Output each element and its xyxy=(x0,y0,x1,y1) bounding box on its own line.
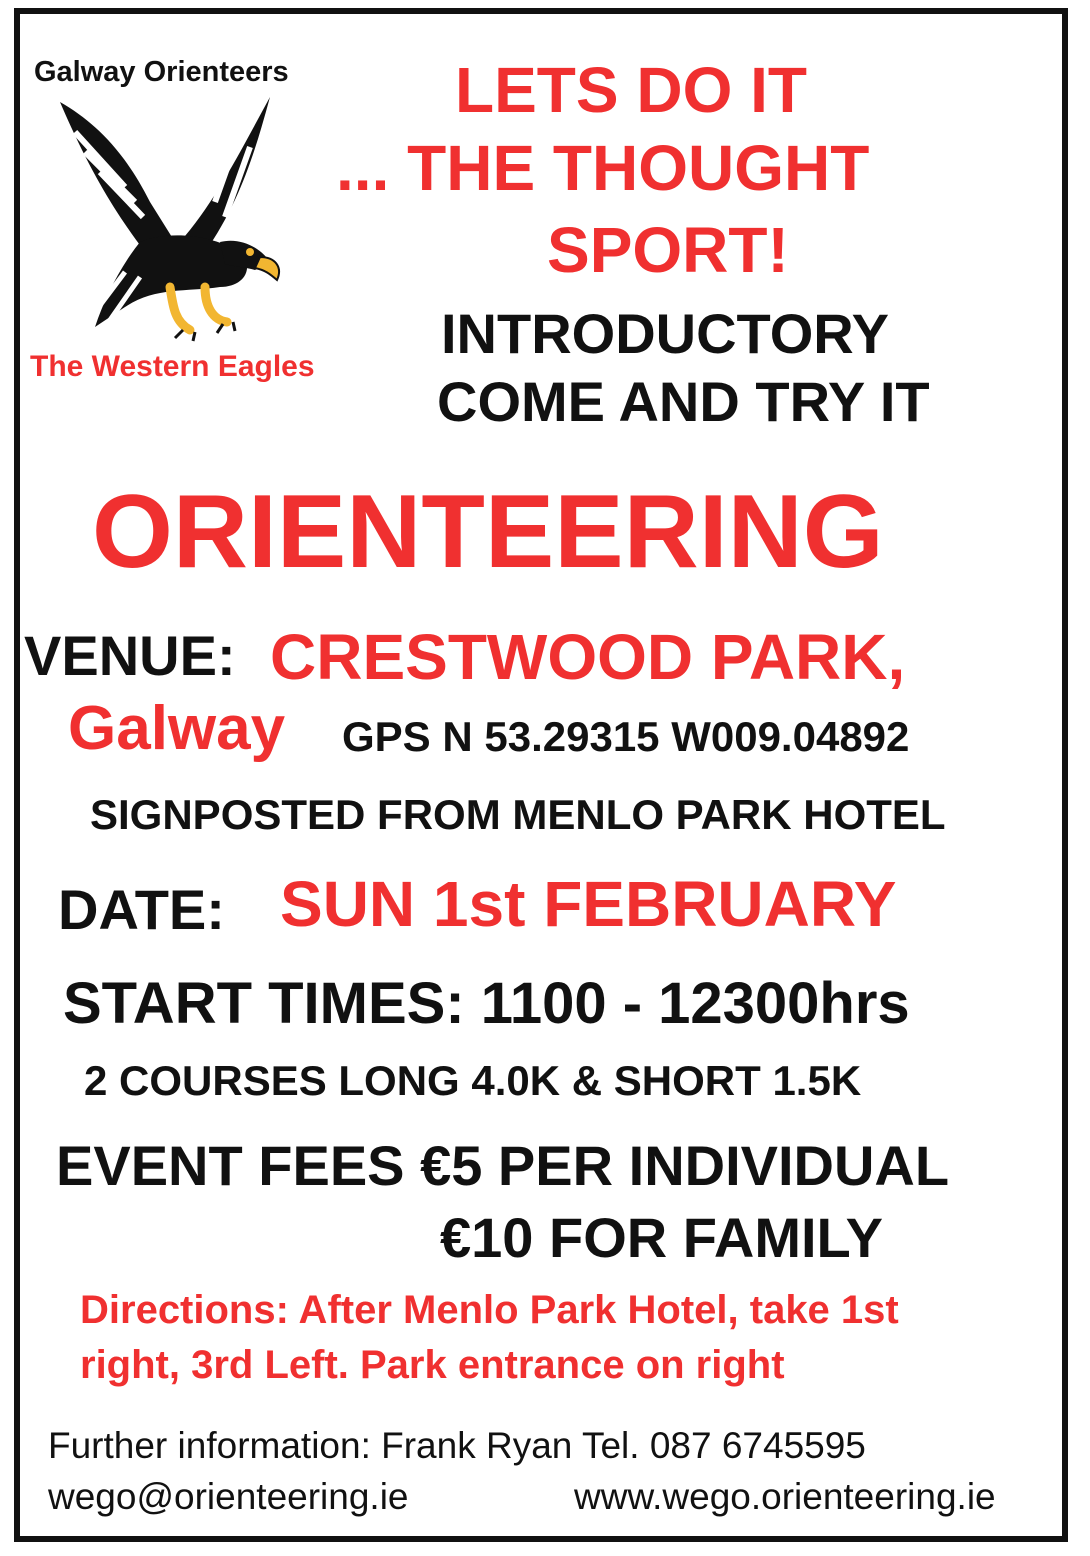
courses-info: 2 COURSES LONG 4.0K & SHORT 1.5K xyxy=(84,1057,862,1104)
fees-line2: €10 FOR FAMILY xyxy=(440,1206,883,1269)
headline-line1: LETS DO IT xyxy=(455,54,807,126)
venue-gps: GPS N 53.29315 W009.04892 xyxy=(342,713,910,760)
venue-name-line1: CRESTWOOD PARK, xyxy=(270,621,906,693)
fees-line1: EVENT FEES €5 PER INDIVIDUAL xyxy=(56,1134,950,1197)
contact-website[interactable]: www.wego.orienteering.ie xyxy=(574,1476,996,1517)
eagle-icon xyxy=(55,92,285,342)
further-info: Further information: Frank Ryan Tel. 087 6745595 xyxy=(48,1425,866,1466)
date-label: DATE: xyxy=(58,878,225,941)
start-times: START TIMES: 1100 - 12300hrs xyxy=(63,971,910,1036)
intro-line2: COME AND TRY IT xyxy=(437,370,930,433)
directions-line2: right, 3rd Left. Park entrance on right xyxy=(80,1343,785,1387)
page-title: ORIENTEERING xyxy=(92,474,884,590)
headline-line3: SPORT! xyxy=(547,214,789,286)
contact-email[interactable]: wego@orienteering.ie xyxy=(48,1476,409,1517)
venue-label: VENUE: xyxy=(24,624,236,687)
club-subtitle: The Western Eagles xyxy=(30,350,315,383)
club-name: Galway Orienteers xyxy=(34,56,289,88)
venue-signposted: SIGNPOSTED FROM MENLO PARK HOTEL xyxy=(90,791,946,838)
headline-line2: ... THE THOUGHT xyxy=(336,132,870,204)
intro-line1: INTRODUCTORY xyxy=(441,302,889,365)
date-value: SUN 1st FEBRUARY xyxy=(280,868,897,940)
directions-line1: Directions: After Menlo Park Hotel, take 1st xyxy=(80,1288,899,1332)
venue-name-line2: Galway xyxy=(68,694,286,763)
